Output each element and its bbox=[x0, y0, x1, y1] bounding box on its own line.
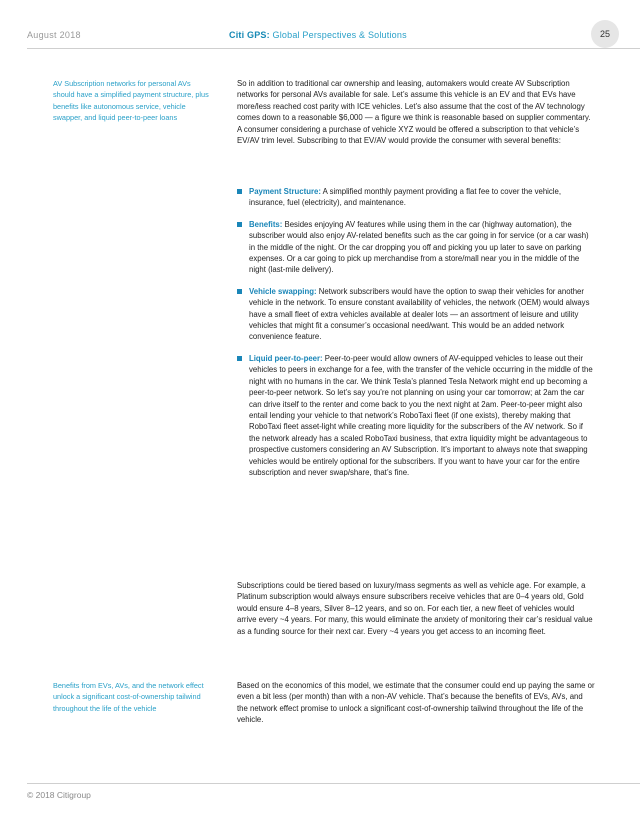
bullet-text: Network subscribers would have the option to swap their vehicles for another vehicle in the network. To ensure constant availability of vehicles, the network (OEM) would always have a small fleet of extra vehicles available at dealer lots — an assortment of leisure and utility vehicles that might fit a consumer’s occasional need/want. This would be an added network convenience feature. bbox=[249, 286, 590, 342]
economics-paragraph: Based on the economics of this model, we estimate that the consumer could end up paying the same or even a bit less (per month) than with a non-AV vehicle. That’s because the benefits of EVs, AVs, and the network effect promise to unlock a significant cost-of-ownership tailwind throughout the life of the vehicle. bbox=[237, 681, 595, 725]
header-brand: Citi GPS: bbox=[229, 30, 270, 40]
list-item bbox=[237, 186, 595, 209]
bullet-text: Peer-to-peer would allow owners of AV-equipped vehicles to lease out their vehicles to peers in exchange for a fee, with the transfer of the vehicle occurring in the middle of the night with no humans in the car. We think Tesla’s planned Tesla Network might end up becoming a peer-to-peer network. So let’s say you’re not planning on using your car tomorrow; at 2am the car can drive itself to the renter and come back to you the next night at 2am. Peer-to-peer might also entail lending your vehicle to that network’s RoboTaxi fleet (if one exists), thereby making that RoboTaxi fleet asset-light while creating more liquidity for the subscribers of the AV network. So if the network already has a scaled RoboTaxi business, that extra liquidity might be advantageous to prospective customers considering an AV Subscription. It’s important to always note that swapping vehicles would be entirely optional for the subscribers. If you want to have your car for the entire subscription and never swap/share, that’s fine. bbox=[249, 353, 593, 477]
list-item bbox=[237, 353, 595, 478]
list-item bbox=[237, 286, 595, 343]
tiers-paragraph: Subscriptions could be tiered based on luxury/mass segments as well as vehicle age. For example, a Platinum subscription would always ensure subscribers receive vehicles that are 0–4 years old, Gold would ensure 4–8 years, Silver 8–12 years, and so on. For each tier, a new fleet of vehicles would arrive every ~4 years. For many, this would eliminate the anxiety of monitoring their car’s residual value as a funding source for their next car. Every ~4 years you get access to an incoming fleet. bbox=[237, 581, 593, 636]
bullet-title: Liquid peer-to-peer: bbox=[249, 353, 323, 363]
sidebar-note-subscription: AV Subscription networks for personal AVs should have a simplified payment structure, plus benefits like autonomous service, vehicle swapper, and liquid peer-to-peer loans bbox=[53, 79, 209, 123]
bullet-square-icon bbox=[237, 222, 242, 227]
bullet-square-icon bbox=[237, 289, 242, 294]
footer-divider bbox=[27, 783, 640, 784]
bullet-title: Vehicle swapping: bbox=[249, 286, 317, 296]
page-header bbox=[0, 0, 640, 60]
bullet-title: Benefits: bbox=[249, 219, 283, 229]
list-item bbox=[237, 219, 595, 276]
sidebar-note-benefits: Benefits from EVs, AVs, and the network effect unlock a significant cost-of-ownership tailwind throughout the life of the vehicle bbox=[53, 681, 204, 713]
bullet-text: Besides enjoying AV features while using them in the car (highway automation), the subscriber would also enjoy AV-related benefits such as the car going in for service (or a car wash) in the middle of the night. Or the car dropping you off and picking you up later to save on parking expenses. Or a car going to pick up merchandise from a store/mall near you in the middle of the night (last-mile delivery). bbox=[249, 219, 589, 275]
header-title bbox=[229, 30, 407, 40]
header-date: August 2018 bbox=[27, 30, 81, 40]
intro-paragraph: So in addition to traditional car ownership and leasing, automakers would create AV Subscription networks for personal AVs available for sale. Let’s assume this vehicle is an EV and that EVs have more/less reached cost parity with ICE vehicles. Let’s also assume that the cost of the AV technology comes down to a reasonable $6,000 — a figure we think is reasonable based on supplier commentary. A consumer considering a purchase of vehicle XYZ would be offered a subscription to that vehicle’s EV/AV trim level. Subscribing to that EV/AV would provide the consumer with several benefits: bbox=[237, 79, 591, 146]
header-divider bbox=[27, 48, 640, 49]
bullet-square-icon bbox=[237, 189, 242, 194]
footer-copyright: © 2018 Citigroup bbox=[27, 790, 91, 800]
bullet-square-icon bbox=[237, 356, 242, 361]
benefits-list bbox=[237, 186, 595, 488]
bullet-text: A simplified monthly payment providing a flat fee to cover the vehicle, insurance, fuel (electricity), and maintenance. bbox=[249, 187, 562, 208]
page-number: 25 bbox=[591, 20, 619, 48]
bullet-title: Payment Structure: bbox=[249, 187, 321, 196]
header-subtitle: Global Perspectives & Solutions bbox=[269, 30, 407, 40]
